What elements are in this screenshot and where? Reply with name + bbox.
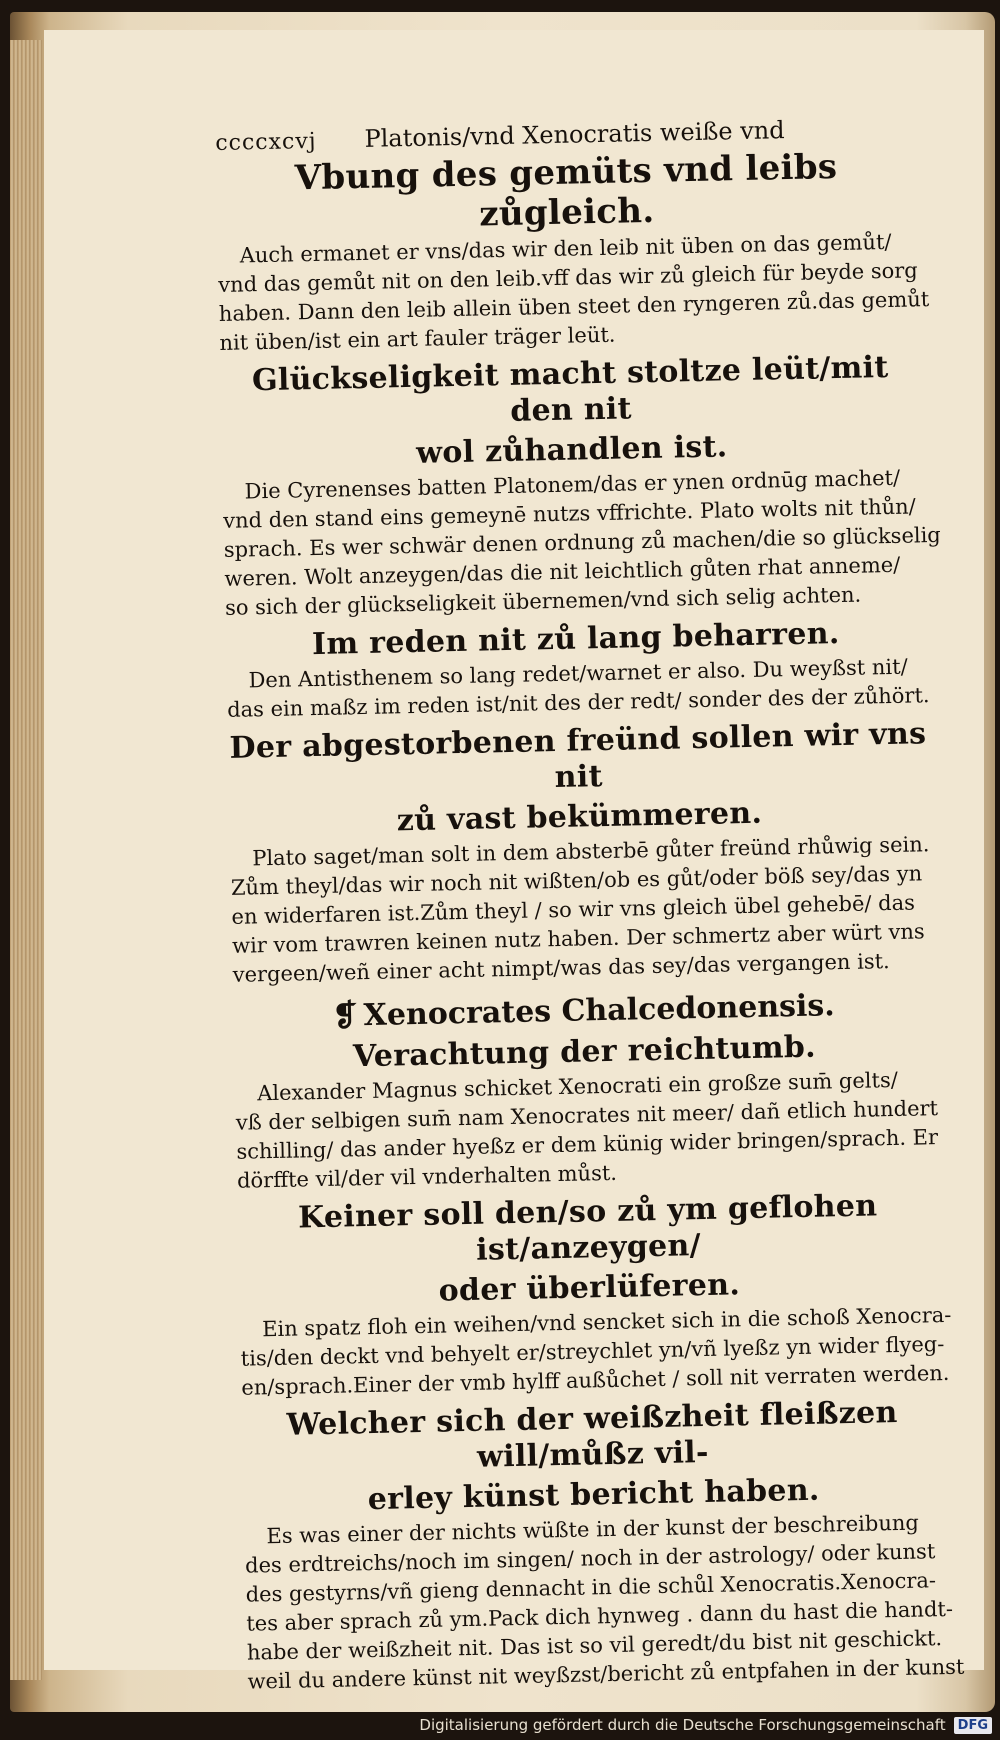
section-heading: wol zůhandlen ist. [415,429,728,471]
paragraph [226,652,930,725]
text-line: vnd den stand eins gemeynē nutzs vffrichte. Plato wolts nit thůn/ [222,494,916,533]
section-heading: Im reden nit zů lang beharren. [311,616,840,663]
text-line: vergeen/weñ einer acht nimpt/was das sey/das vergangen ist. [232,949,890,987]
section-heading: Glückseligkeit macht stoltze leüt/mit den nit [251,349,889,429]
text-line: Plato saget/man solt in dem absterbē gůter freünd rhůwig sein. [252,832,930,871]
text-line: Ein spatz floh ein weihen/vnd sencket sich in die schoß Xenocra- [261,1302,952,1342]
text-line: habe der weißzheit nit. Das ist so vil geredt/du bist nit geschickt. [246,1626,943,1665]
text-line: Den Antisthenem so lang redet/warnet er also. Du weyßst nit/ [248,654,908,693]
paragraph [230,830,933,990]
text-line: tes aber sprach zů ym.Pack dich hynweg . dann du hast die handt- [246,1596,954,1636]
folio-number: ccccxcvj [215,128,317,156]
running-title: Platonis/vnd Xenocratis weiße vnd [364,116,785,153]
section-heading: Welcher sich der weißzheit fleißzen will/můßz vil- [286,1394,898,1475]
text-line: Auch ermanet er vns/das wir den leib nit üben on das gemůt/ [239,229,892,268]
paragraph [217,227,930,358]
section-heading: Verachtung der reichtumb. [352,1029,817,1075]
section [216,145,930,358]
section [237,1187,952,1403]
pilcrow-icon: ❡ [332,998,358,1034]
text-line: en/sprach.Einer der vmb hylff außůchet / soll nit verraten werden. [241,1360,950,1400]
text-line: tis/den deckt vnd behyelt er/streychlet yn/vñ lyeßz yn wider flyeg- [240,1331,945,1371]
text-line: haben. Dann den leib allein üben steet den ryngeren zů.das gemůt [218,287,930,326]
text-line: des erdtreichs/noch im singen/ noch in der astrology/ oder kunst [244,1539,936,1578]
text-line: so sich der glückseligkeit übernemen/vnd sich selig achten. [224,582,862,620]
paragraph [240,1301,952,1403]
text-line: Es was einer der nichts wüßte in der kunst der beschreibung [266,1510,920,1549]
text-line: wir vom trawren keinen nutz haben. Der schmertz aber würt vns [231,919,925,958]
text-line: en widerfaren ist.Zům theyl / so wir vns gleich übel gehebē/ das [231,890,916,929]
section-heading: Keiner soll den/so zů ym geflohen ist/anzeygen/ [297,1188,878,1268]
section-heading: erley künst bericht haben. [367,1472,820,1518]
text-line: des gestyrns/vñ gieng dennacht in die schůl Xenocratis.Xenocra- [245,1568,937,1607]
text-line: vß der selbigen sum̄ nam Xenocrates nit meer/ dañ etlich hundert [235,1096,939,1135]
paragraph [235,1065,937,1196]
section [220,349,941,623]
text-line: das ein maßz im reden ist/nit des der redt/ sonder des der zůhört. [226,683,930,722]
section [228,716,933,990]
text-line: Die Cyrenenses batten Platonem/das er ynen ordnūg machet/ [244,465,901,504]
page-text [215,113,965,1702]
section-heading: zů vast bekümmeren. [396,795,763,839]
dfg-logo: DFG [954,1717,992,1734]
section [225,614,930,725]
text-line: schilling/ das ander hyeßz er dem künig wider bringen/sprach. Er [236,1125,939,1164]
page-edges [10,40,42,1680]
text-line: vnd das gemůt nit on den leib.vff das wir zů gleich für beyde sorg [218,258,918,297]
footer [419,1716,992,1734]
text-line: sprach. Es wer schwär denen ordnung zů machen/die so glückselig [223,522,941,562]
text-line: weil du andere künst nit weyßzst/bericht zů entpfahen in der kunst [247,1654,965,1694]
section-heading: Der abgestorbenen freünd sollen wir vns nit [229,716,927,796]
text-line: dörffte vil/der vil vnderhalten můst. [236,1160,618,1193]
text-line: Zům theyl/das wir noch nit wißten/ob es gůt/oder böß sey/das yn [230,861,923,900]
section-heading: oder überlüferen. [438,1267,741,1309]
paragraph [244,1508,965,1697]
text-line: weren. Wolt anzeygen/das die nit leichtlich gůten rhat anneme/ [224,552,901,591]
paragraph [222,463,941,623]
section-heading: Vbung des gemüts vnd leibs zůgleich. [294,146,838,235]
chapter-title-text: Xenocrates Chalcedonensis. [363,988,836,1034]
section [233,985,937,1196]
text-line: nit üben/ist ein art fauler träger leüt. [219,322,616,355]
text-line: Alexander Magnus schicket Xenocrati ein großze sum̄ gelts/ [256,1067,899,1106]
section [242,1394,965,1697]
footer-text: Digitalisierung gefördert durch die Deutsche Forschungsgemeinschaft [419,1716,946,1734]
